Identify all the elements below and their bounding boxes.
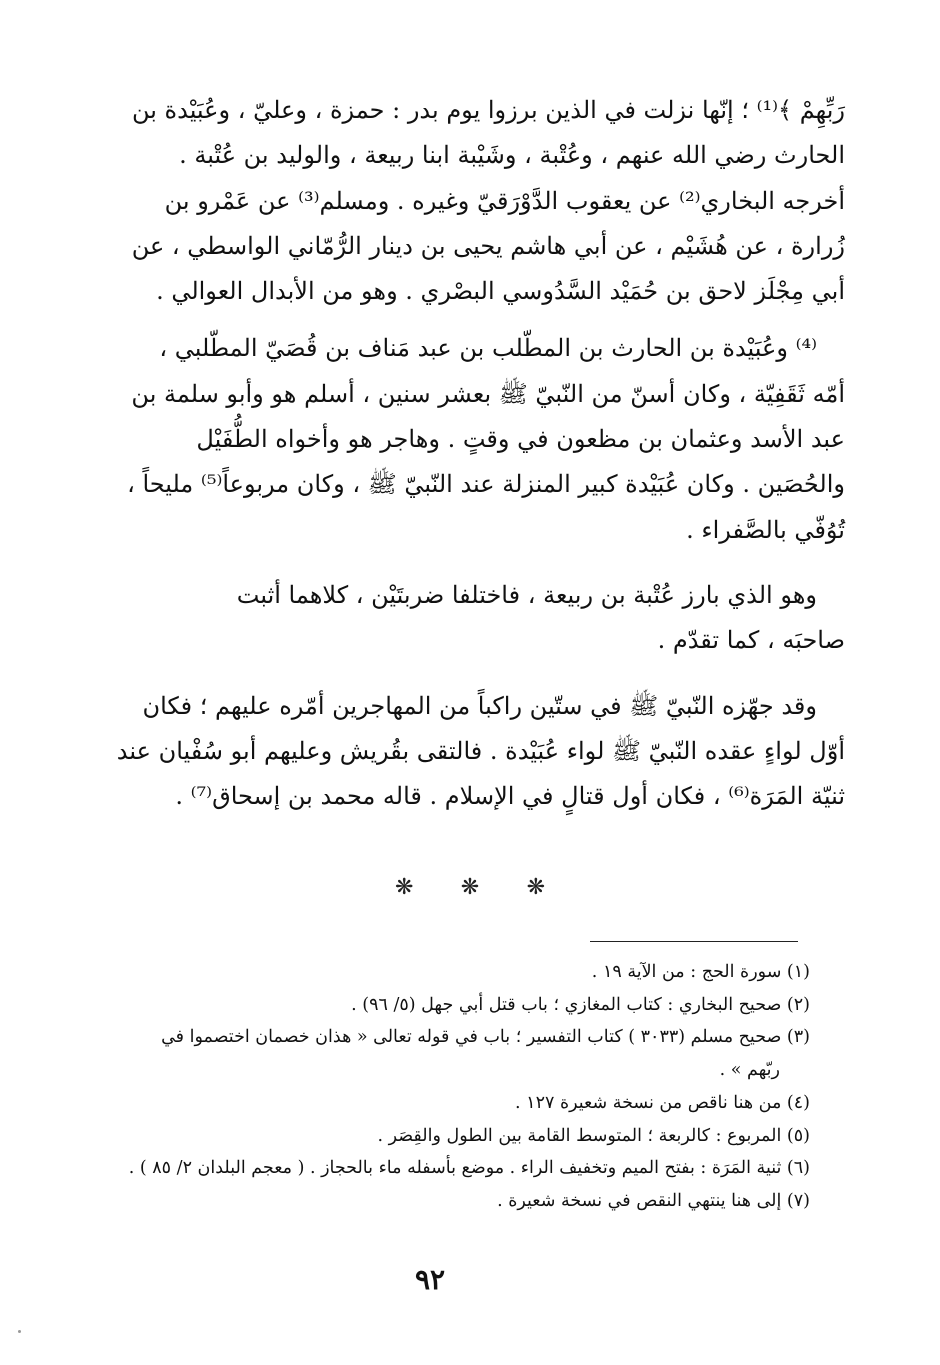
paragraph [105,326,845,552]
scan-speck [18,1330,21,1333]
text-line: الحارث رضي الله عنهم ، وعُتْبة ، وشَيْبة ابنا ربيعة ، والوليد بن عُتْبة . [179,141,845,170]
section-ornament [395,875,545,900]
footnote-continuation: ربّهم » . [719,1060,780,1081]
footnote: (٥) المربوع : كالربعة ؛ المتوسط القامة بين الطول والقِصَر . [377,1125,810,1146]
text-line: رَبِّهِمْ ﴾⁽¹⁾ ؛ إنّها نزلت في الذين برزوا يوم بدر : حمزة ، وعليّ ، وعُبَيْدة بن [131,96,845,124]
footnote: (٢) صحيح البخاري : كتاب المغازي ؛ باب قتل أبي جهل (٥/ ٩٦) . [351,994,810,1015]
page-number: ٩٢ [414,1263,446,1296]
paragraph [105,573,845,664]
paragraph [105,684,845,820]
text-line: أوّل لواءٍ عقده النّبيّ ﷺ لواء عُبَيْدة . فالتقى بقُريش وعليهم أبو سُفْيان عند [116,736,845,765]
text-line: ثنيّة المَرَة⁽⁶⁾ ، فكان أول قتالٍ في الإسلام . قاله محمد بن إسحاق⁽⁷⁾ . [175,782,845,811]
footnote: (٣) صحيح مسلم (٣٠٣٣ ) كتاب التفسير ؛ باب في قوله تعالى « هذان خصمان اختصموا في [161,1027,810,1048]
text-line: تُوُفّي بالصَّفراء . [686,515,845,544]
text-line: صاحبَه ، كما تقدّم . [657,626,845,655]
text-line: وقد جهّزه النّبيّ ﷺ في ستّين راكباً من المهاجرين أمّره عليهم ؛ فكان [142,691,817,720]
text-line: أبي مِجْلَز لاحق بن حُمَيْد السَّدُوسي البصْري . وهو من الأبدال العوالي . [156,277,845,306]
footnote: (٦) ثنية المَرَة : بفتح الميم وتخفيف الراء . موضع بأسفله ماء بالحجاز . ( معجم البلدان ٢/ ٨٥ ) . [128,1158,810,1179]
footnotes [100,956,810,1218]
text-line: ⁽⁴⁾ وعُبَيْدة بن الحارث بن المطّلب بن عبد مَناف بن قُصَيّ المطّلبي ، [159,334,817,363]
footnote-divider [590,941,798,942]
asterism-icon: ❋ [395,875,414,900]
footnote: (٤) من هنا ناقص من نسخة شعيرة ١٢٧ . [515,1092,810,1113]
text-line: زُرارة ، عن هُشَيْم ، عن أبي هاشم يحيى بن دينار الرُّمّاني الواسطي ، عن [131,231,845,260]
main-text [105,88,845,819]
text-line: والحُصَين . وكان عُبَيْدة كبير المنزلة عند النّبيّ ﷺ ، وكان مربوعاً⁽⁵⁾ مليحاً ، [127,470,845,499]
footnote: (٧) إلى هنا ينتهي النقص في نسخة شعيرة . [497,1190,810,1211]
text-line: أمّه ثَقَفِيّة ، وكان أسنّ من النّبيّ ﷺ بعشر سنين ، أسلم هو وأبو سلمة بن [131,379,845,408]
text-line: وهو الذي بارز عُتْبة بن ربيعة ، فاختلفا ضربتَيْن ، كلاهما أثبت [236,580,817,609]
text-line: عبد الأسد وعثمان بن مظعون في وقتٍ . وهاجر هو وأخواه الطُّفَيْل [196,425,845,454]
text-line: أخرجه البخاري⁽²⁾ عن يعقوب الدَّوْرَقيّ وغيره . ومسلم⁽³⁾ عن عَمْرو بن [164,186,845,215]
footnote: (١) سورة الحج : من الآية ١٩ . [591,962,810,982]
paragraph [105,88,845,314]
asterism-icon: ❋ [460,875,480,900]
asterism-icon: ❋ [526,875,545,900]
